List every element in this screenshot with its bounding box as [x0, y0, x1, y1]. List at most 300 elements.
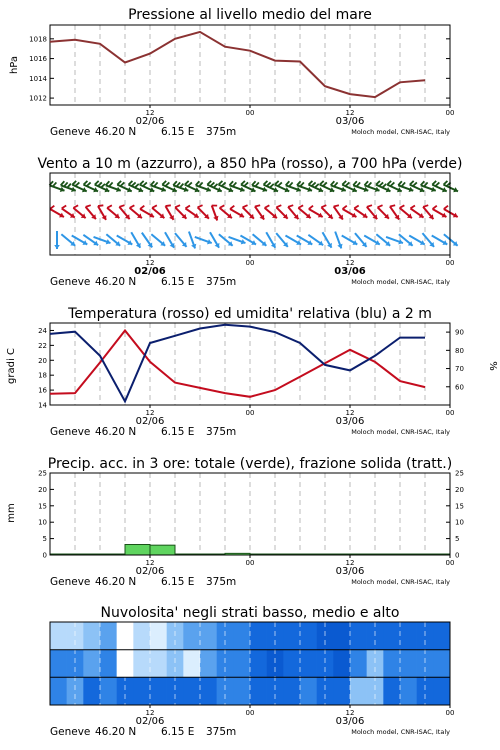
wind-barb-feather [357, 182, 361, 186]
x-tick-label: 12 [345, 709, 355, 717]
wind-barb-feather [188, 182, 192, 186]
wind-barb-feather [143, 182, 147, 186]
wind-barb-feather [230, 206, 234, 209]
cloud-cell [50, 622, 67, 650]
wind-barb-feather [72, 181, 76, 185]
cloud-cell [250, 650, 267, 678]
cloud-cell [250, 622, 267, 650]
y2-tick-label: 60 [455, 383, 464, 392]
humidity-line [50, 325, 425, 402]
wind-barb-feather [443, 181, 447, 185]
wind-barb [433, 206, 447, 218]
wind-barb-feather [379, 182, 383, 186]
wind-barb-feather [267, 182, 271, 186]
wind-barb-feather [298, 205, 303, 208]
wind-barb [212, 205, 219, 220]
wind-barb [98, 205, 106, 220]
cloud-cell [67, 677, 84, 705]
wind-barb-feather [198, 205, 203, 207]
wind-barb-feather [354, 205, 359, 208]
wind-barb-feather [101, 184, 105, 188]
pressure-ylabel: hPa [9, 55, 20, 75]
wind-barb-feather [166, 205, 171, 206]
wind-barb-feather [387, 181, 391, 185]
x-tick-label: 00 [445, 709, 455, 717]
cloud-cell [267, 677, 284, 705]
wind-barb-feather [255, 182, 259, 186]
wind-barb-feather [315, 184, 319, 188]
x-date-label: 03/06 [335, 566, 365, 577]
cloud-cell [50, 650, 67, 678]
cloud-cell [183, 650, 200, 678]
location-name: Geneve [50, 576, 91, 588]
cloud-cell [333, 677, 350, 705]
wind-barb-feather [53, 182, 57, 186]
wind-barb [220, 205, 232, 218]
wind-barb [210, 232, 219, 248]
cloud-cell [100, 650, 117, 678]
cloud-cell [83, 677, 100, 705]
wind-barb-feather [270, 184, 274, 188]
cloud-cell [133, 650, 150, 678]
temperature-line [50, 331, 425, 397]
location-name: Geneve [50, 426, 91, 438]
location-lat: 46.20 N [95, 576, 137, 588]
wind-barb-feather [343, 206, 347, 209]
x-date-label: 03/06 [335, 416, 365, 427]
cloud-cell [433, 622, 450, 650]
y2-tick-label: 70 [455, 365, 464, 374]
location-alt: 375m [206, 576, 237, 588]
wind-barb-feather [244, 182, 248, 186]
model-credit: Moloch model, CNR-ISAC, Italy [351, 128, 450, 136]
wind-barb-feather [320, 181, 324, 185]
wind-barb [130, 205, 142, 218]
wind-barb-feather [83, 181, 87, 185]
x-tick-label: 00 [245, 709, 255, 717]
x-tick-label: 00 [245, 109, 255, 117]
wind-barb [335, 232, 342, 249]
y-tick-label: 10 [38, 518, 47, 527]
wind-barb [323, 232, 332, 248]
wind-barb-feather [130, 205, 135, 208]
cloud-cell [300, 650, 317, 678]
wind-barb-feather [378, 205, 383, 207]
wind-barb-feather [152, 205, 157, 208]
wind-barb-feather [289, 182, 293, 186]
wind-barb-feather [286, 181, 290, 185]
wind-barb-feather [165, 182, 169, 186]
cloud-cell [150, 622, 167, 650]
wind-barb-feather [120, 182, 124, 186]
precip-bar [125, 545, 150, 555]
wind-barb-feather [276, 205, 281, 207]
cloud-cell [317, 677, 334, 705]
wind-barb-feather [75, 182, 79, 186]
x-date-label: 03/06 [335, 116, 365, 127]
cloud-cell [183, 677, 200, 705]
wind-barb-feather [342, 181, 346, 185]
wind-barb-feather [432, 181, 436, 185]
wind-barb-feather [353, 181, 357, 185]
cloud-panel [50, 605, 454, 738]
wind-barb-feather [308, 181, 312, 185]
wind-barb [140, 206, 154, 218]
wind-barb-head [54, 245, 60, 249]
cloud-cell [150, 677, 167, 705]
wind-barb-feather [95, 181, 99, 185]
wind-barb [410, 205, 423, 217]
y-tick-label: 16 [38, 386, 47, 395]
cloud-cell [350, 677, 367, 705]
wind-barb-feather [196, 181, 200, 185]
wind-barb-feather [402, 182, 406, 186]
wind-barb [276, 205, 287, 218]
wind-barb-feather [162, 181, 166, 185]
wind-barb [334, 205, 343, 219]
x-tick-label: 00 [245, 559, 255, 567]
wind-barb-feather [73, 205, 78, 208]
wind-barb [165, 232, 174, 248]
x-tick-label: 12 [345, 409, 355, 417]
x-date-label: 02/06 [135, 416, 165, 427]
cloud-cell [433, 677, 450, 705]
pressure-title: Pressione al livello medio del mare [128, 7, 372, 23]
location-lon: 6.15 E [161, 126, 195, 138]
cloud-cell [333, 650, 350, 678]
wind-barb-feather [435, 182, 439, 186]
wind-barb-feather [135, 184, 139, 188]
model-credit: Moloch model, CNR-ISAC, Italy [351, 578, 450, 586]
wind-barb-feather [177, 182, 181, 186]
wind-barb-feather [98, 205, 103, 206]
wind-barb-feather [265, 205, 270, 208]
wind-barb-feather [367, 205, 372, 207]
cloud-cell [233, 650, 250, 678]
precip-bar [150, 545, 175, 555]
cloud-cell [217, 677, 234, 705]
cloud-cell [150, 650, 167, 678]
wind-barb-feather [421, 181, 425, 185]
cloud-cell [417, 677, 434, 705]
wind-barb-feather [321, 205, 326, 207]
x-date-label: 02/06 [135, 716, 165, 727]
x-tick-label: 12 [145, 709, 155, 717]
wind-barb-feather [390, 205, 395, 206]
x-tick-label: 00 [445, 109, 455, 117]
y-tick-label: 14 [38, 401, 47, 410]
x-date-label: 03/06 [335, 716, 365, 727]
wind-barb-feather [410, 205, 415, 208]
x-date-label: 02/06 [134, 266, 166, 277]
cloud-cell [233, 677, 250, 705]
y2-tick-label: 25 [455, 469, 464, 478]
wind-barb-feather [107, 205, 112, 208]
wind-barb-feather [423, 205, 428, 207]
wind-barb-feather [185, 181, 189, 185]
cloud-cell [117, 677, 134, 705]
cloud-cell [283, 622, 300, 650]
location-lat: 46.20 N [95, 276, 137, 288]
cloud-cell [400, 650, 417, 678]
temp-rh-title: Temperatura (rosso) ed umidita' relativa (blu) a 2 m [68, 306, 432, 322]
wind-barb-feather [132, 182, 136, 186]
y-tick-label: 5 [42, 535, 47, 544]
wind-barb-feather [117, 181, 121, 185]
wind-barb [131, 232, 140, 248]
cloud-cell [283, 677, 300, 705]
wind-barb-feather [334, 205, 339, 206]
wind-barb [266, 232, 275, 248]
wind-barb [309, 206, 323, 218]
wind-barb-feather [119, 205, 124, 207]
wind-barb-feather [309, 206, 313, 209]
wind-barb-feather [255, 205, 260, 206]
wind-barb-feather [288, 205, 293, 207]
x-tick-label: 12 [345, 259, 355, 267]
wind-barb [378, 205, 389, 218]
wind-barb [119, 205, 129, 219]
wind-barb-feather [106, 181, 110, 185]
y2-tick-label: 15 [455, 502, 464, 511]
wind-barb [107, 205, 119, 218]
wind-barb-feather [180, 184, 184, 188]
y-tick-label: 18 [38, 371, 47, 380]
cloud-cell [200, 622, 217, 650]
cloud-cell [200, 650, 217, 678]
rh-ylabel: % [487, 361, 498, 371]
y-tick-label: 1016 [29, 55, 47, 64]
wind-barb-feather [151, 181, 155, 185]
wind-title: Vento a 10 m (azzurro), a 850 hPa (rosso), a 700 hPa (verde) [37, 156, 463, 172]
wind-barb [189, 232, 196, 249]
cloud-cell [167, 677, 184, 705]
wind-barb-feather [241, 181, 245, 185]
cloud-cell [233, 622, 250, 650]
location-alt: 375m [206, 726, 237, 738]
wind-barb-feather [214, 184, 218, 188]
cloud-cell [50, 677, 67, 705]
cloud-cell [300, 622, 317, 650]
precip-panel [6, 456, 464, 588]
x-tick-label: 12 [145, 109, 155, 117]
cloud-cell [400, 677, 417, 705]
cloud-cell [383, 650, 400, 678]
wind-barb-feather [413, 182, 417, 186]
cloud-title: Nuvolosita' negli strati basso, medio e alto [100, 605, 400, 621]
cloud-cell [383, 677, 400, 705]
cloud-cell [350, 622, 367, 650]
cloud-cell [83, 622, 100, 650]
wind-barb-feather [140, 181, 144, 185]
y-tick-label: 22 [38, 341, 47, 350]
cloud-cell [300, 677, 317, 705]
wind-barb-feather [128, 181, 132, 185]
y-tick-label: 20 [38, 356, 47, 365]
y2-tick-label: 0 [455, 551, 460, 560]
location-alt: 375m [206, 426, 237, 438]
location-name: Geneve [50, 126, 91, 138]
wind-barb-feather [210, 182, 214, 186]
wind-barb-feather [87, 182, 91, 186]
wind-barb-feather [400, 205, 405, 208]
wind-barb-feather [263, 181, 267, 185]
pressure-line [50, 32, 425, 97]
wind-barb [198, 205, 209, 218]
cloud-cell [200, 677, 217, 705]
cloud-cell [400, 622, 417, 650]
y-tick-label: 24 [38, 326, 47, 335]
pressure-panel [9, 7, 454, 138]
wind-barb-feather [154, 182, 158, 186]
wind-barb-feather [67, 184, 71, 188]
wind-barb [151, 234, 165, 246]
x-date-label: 02/06 [135, 566, 165, 577]
wind-barb-feather [220, 205, 225, 208]
y2-tick-label: 10 [455, 518, 464, 527]
y-tick-label: 0 [42, 551, 47, 560]
cloud-cell [350, 650, 367, 678]
wind-barb-feather [218, 181, 222, 185]
location-lon: 6.15 E [161, 726, 195, 738]
wind-barb-feather [312, 182, 316, 186]
model-credit: Moloch model, CNR-ISAC, Italy [351, 728, 450, 736]
wind-barb [230, 206, 244, 218]
cloud-cell [183, 622, 200, 650]
wind-barb [432, 236, 448, 245]
wind-barb-feather [243, 205, 248, 207]
precip-title: Precip. acc. in 3 ore: totale (verde), frazione solida (tratt.) [47, 456, 453, 472]
location-lat: 46.20 N [95, 426, 137, 438]
location-alt: 375m [206, 126, 237, 138]
x-date-label: 02/06 [135, 116, 165, 127]
wind-barb-feather [109, 182, 113, 186]
temp-rh-panel [6, 306, 498, 438]
y-tick-label: 20 [38, 485, 47, 494]
x-tick-label: 12 [145, 559, 155, 567]
wind-barb-feather [376, 181, 380, 185]
wind-barb-feather [233, 182, 237, 186]
cloud-cell [433, 650, 450, 678]
y2-tick-label: 20 [455, 485, 464, 494]
wind-barb-feather [64, 182, 68, 186]
x-tick-label: 12 [345, 109, 355, 117]
y2-tick-label: 90 [455, 328, 464, 337]
wind-barb-feather [252, 181, 256, 185]
location-lon: 6.15 E [161, 426, 195, 438]
model-credit: Moloch model, CNR-ISAC, Italy [351, 428, 450, 436]
wind-barb [400, 205, 412, 218]
wind-barb-feather [444, 206, 448, 209]
wind-barb-feather [62, 205, 67, 208]
cloud-cell [367, 677, 384, 705]
y-tick-label: 1018 [29, 35, 47, 44]
precip-ylabel: mm [6, 503, 17, 523]
cloud-cell [333, 622, 350, 650]
wind-barb-feather [175, 205, 180, 207]
wind-barb-feather [278, 182, 282, 186]
cloud-cell [100, 677, 117, 705]
x-tick-label: 12 [145, 259, 155, 267]
wind-barb [255, 205, 264, 219]
temp-ylabel: gradi C [6, 348, 17, 384]
wind-barb-feather [300, 182, 304, 186]
wind-barb-feather [140, 206, 144, 209]
wind-barb [367, 205, 377, 219]
wind-barb-feather [185, 205, 190, 208]
wind-panel [37, 156, 462, 288]
cloud-cell [133, 677, 150, 705]
location-lat: 46.20 N [95, 126, 137, 138]
y-tick-label: 15 [38, 502, 47, 511]
y2-tick-label: 80 [455, 346, 464, 355]
wind-barb [364, 236, 380, 245]
cloud-cell [83, 650, 100, 678]
model-credit: Moloch model, CNR-ISAC, Italy [351, 278, 450, 286]
wind-barb [54, 231, 60, 249]
wind-barb-feather [390, 182, 394, 186]
wind-barb-feather [364, 181, 368, 185]
location-name: Geneve [50, 276, 91, 288]
wind-barb-feather [382, 184, 386, 188]
cloud-cell [250, 677, 267, 705]
wind-barb [175, 233, 187, 247]
location-lat: 46.20 N [95, 726, 137, 738]
wind-barb-feather [86, 205, 91, 207]
wind-barb [142, 233, 152, 248]
wind-barb-feather [331, 181, 335, 185]
wind-barb [86, 205, 96, 219]
wind-barb [219, 234, 233, 246]
y-tick-label: 1012 [29, 94, 47, 103]
wind-barb [195, 237, 212, 244]
wind-barb-feather [345, 182, 349, 186]
x-tick-label: 00 [445, 259, 455, 267]
cloud-cell [133, 622, 150, 650]
location-lon: 6.15 E [161, 276, 195, 288]
x-tick-label: 00 [245, 409, 255, 417]
location-alt: 375m [206, 276, 237, 288]
x-tick-label: 00 [245, 259, 255, 267]
wind-barb [243, 205, 254, 218]
wind-barb-feather [334, 182, 338, 186]
y-tick-label: 25 [38, 469, 47, 478]
cloud-cell [383, 622, 400, 650]
wind-barb-feather [229, 181, 233, 185]
wind-barb-feather [50, 206, 54, 209]
y2-tick-label: 5 [455, 535, 460, 544]
location-name: Geneve [50, 726, 91, 738]
wind-barb-feather [410, 181, 414, 185]
cloud-cell [283, 650, 300, 678]
wind-barb-feather [207, 181, 211, 185]
wind-barb [175, 205, 186, 218]
wind-barb-feather [368, 182, 372, 186]
wind-barb-feather [61, 181, 65, 185]
wind-barb-feather [433, 206, 437, 209]
x-tick-label: 00 [445, 559, 455, 567]
wind-barb [185, 205, 198, 217]
wind-barb [390, 205, 399, 219]
x-date-label: 03/06 [334, 266, 366, 277]
wind-barb [166, 205, 174, 220]
x-tick-label: 00 [445, 409, 455, 417]
wind-barb [321, 205, 332, 218]
x-tick-label: 12 [145, 409, 155, 417]
x-tick-label: 12 [345, 559, 355, 567]
location-lon: 6.15 E [161, 576, 195, 588]
cloud-cell [100, 622, 117, 650]
